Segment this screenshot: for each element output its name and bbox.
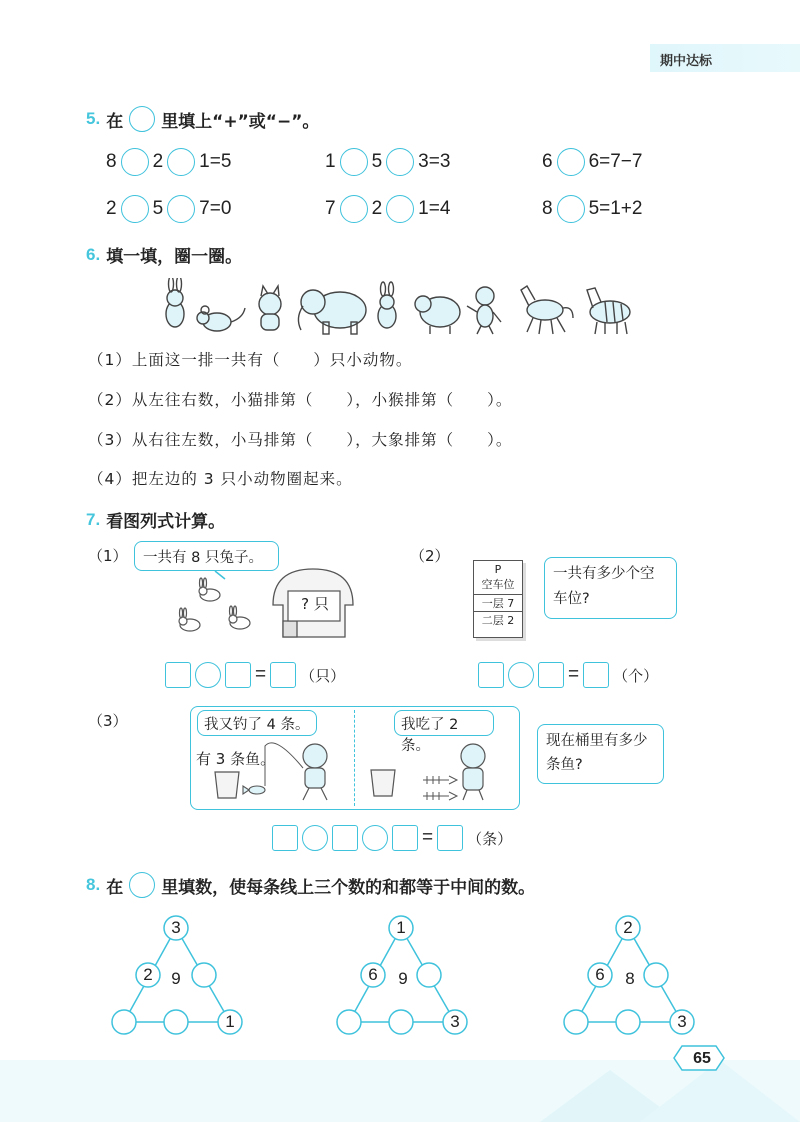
sheep-icon bbox=[415, 296, 460, 334]
q6-number: 6. bbox=[86, 244, 101, 264]
q7-p3-question-bubble: 现在桶里有多少条鱼? bbox=[537, 724, 664, 784]
page-number: 65 bbox=[693, 1050, 711, 1067]
q6-title bbox=[86, 242, 242, 267]
tri3-left: 6 bbox=[595, 965, 605, 984]
answer-box[interactable] bbox=[270, 662, 296, 688]
answer-circle[interactable] bbox=[167, 148, 195, 176]
tri1-left: 2 bbox=[143, 965, 153, 984]
answer-circle[interactable] bbox=[121, 148, 149, 176]
answer-box[interactable] bbox=[478, 662, 504, 688]
q7-p3-label: （3） bbox=[88, 712, 128, 730]
answer-circle[interactable] bbox=[121, 195, 149, 223]
answer-box[interactable] bbox=[437, 825, 463, 851]
footer-decoration bbox=[0, 1040, 800, 1122]
tri2-center: 9 bbox=[398, 969, 408, 988]
triangle-node bbox=[337, 1010, 361, 1034]
tri3-center: 8 bbox=[625, 969, 635, 988]
answer-circle[interactable] bbox=[302, 825, 328, 851]
animals-row bbox=[155, 278, 645, 338]
q7-p1-bubble: 一共有 8 只兔子。 bbox=[134, 541, 279, 571]
q8-suffix: 里填数，使每条线上三个数的和都等于中间的数。 bbox=[161, 877, 536, 898]
zebra-icon bbox=[587, 288, 630, 334]
q7-title-text: 看图列式计算。 bbox=[106, 512, 226, 532]
q8-title bbox=[86, 872, 535, 898]
answer-circle[interactable] bbox=[386, 148, 414, 176]
rabbit-icon bbox=[166, 278, 184, 327]
tri2-left: 6 bbox=[368, 965, 378, 984]
answer-circle[interactable] bbox=[340, 195, 368, 223]
q5-eq-4: 2 5 7=0 bbox=[106, 195, 231, 223]
q7-p3-right-bubble: 我吃了 2 条。 bbox=[394, 710, 494, 736]
q5-title bbox=[86, 106, 319, 132]
rabbit-icon bbox=[378, 282, 396, 328]
q6-line-1: （1）上面这一排一共有（ ）只小动物。 bbox=[88, 351, 413, 369]
triangle-node bbox=[164, 1010, 188, 1034]
answer-circle[interactable] bbox=[340, 148, 368, 176]
q7-number: 7. bbox=[86, 509, 101, 529]
answer-box[interactable] bbox=[332, 825, 358, 851]
answer-circle[interactable] bbox=[557, 148, 585, 176]
elephant-icon bbox=[298, 290, 366, 334]
fishing-scene bbox=[205, 734, 515, 806]
rabbits-house-illustration bbox=[165, 565, 385, 645]
answer-circle[interactable] bbox=[362, 825, 388, 851]
q7-p2-answer-row: = （个） bbox=[478, 662, 658, 688]
tri3-top: 2 bbox=[623, 918, 633, 937]
triangle-node bbox=[616, 1010, 640, 1034]
answer-box[interactable] bbox=[272, 825, 298, 851]
q8-sample-circle bbox=[129, 872, 155, 898]
answer-box[interactable] bbox=[538, 662, 564, 688]
q5-eq-3: 6 6=7−7 bbox=[542, 148, 642, 176]
triangle-node bbox=[564, 1010, 588, 1034]
triangle-node bbox=[417, 963, 441, 987]
answer-box[interactable] bbox=[225, 662, 251, 688]
triangle-node bbox=[644, 963, 668, 987]
q7-p2-label: （2） bbox=[410, 547, 450, 565]
q7-p1-label: （1） bbox=[88, 547, 128, 565]
cat-icon bbox=[259, 286, 281, 330]
answer-box[interactable] bbox=[392, 825, 418, 851]
bucket-icon bbox=[215, 772, 239, 798]
fish-bone-icon bbox=[423, 776, 457, 800]
q7-p1-house-text: ? 只 bbox=[301, 595, 329, 613]
triangle-node bbox=[192, 963, 216, 987]
q5-sample-circle bbox=[129, 106, 155, 132]
answer-box[interactable] bbox=[165, 662, 191, 688]
q6-line-4: （4）把左边的 3 只小动物圈起来。 bbox=[88, 470, 353, 488]
tri1-bottom-right: 1 bbox=[225, 1012, 235, 1031]
tri1-center: 9 bbox=[171, 969, 181, 988]
triangle-node bbox=[112, 1010, 136, 1034]
q5-number: 5. bbox=[86, 109, 101, 128]
answer-circle[interactable] bbox=[167, 195, 195, 223]
tri2-bottom-right: 3 bbox=[450, 1012, 460, 1031]
horse-icon bbox=[521, 286, 573, 334]
q7-p3-left-text: 有 3 条鱼。 bbox=[196, 750, 276, 768]
q7-p3-left-bubble: 我又钓了 4 条。 bbox=[197, 710, 317, 736]
parking-sign: P 空车位 一层 7 二层 2 bbox=[473, 560, 523, 638]
monkey-icon bbox=[467, 287, 501, 334]
answer-circle[interactable] bbox=[557, 195, 585, 223]
triangle-node bbox=[389, 1010, 413, 1034]
answer-box[interactable] bbox=[583, 662, 609, 688]
q6-line-3: （3）从右往左数，小马排第（ ），大象排第（ ）。 bbox=[88, 431, 513, 449]
bucket-icon bbox=[371, 770, 395, 796]
q7-p3-answer-row: = （条） bbox=[272, 825, 512, 851]
q6-title-text: 填一填，圈一圈。 bbox=[106, 247, 243, 267]
q5-eq-1: 8 2 1=5 bbox=[106, 148, 231, 176]
rabbit-icon bbox=[179, 578, 250, 631]
q5-eq-5: 7 2 1=4 bbox=[325, 195, 450, 223]
answer-circle[interactable] bbox=[195, 662, 221, 688]
q5-prefix: 在 bbox=[106, 111, 124, 132]
q8-prefix: 在 bbox=[106, 877, 124, 898]
answer-circle[interactable] bbox=[508, 662, 534, 688]
q5-eq-6: 8 5=1+2 bbox=[542, 195, 642, 223]
q6-line-2: （2）从左往右数，小猫排第（ ），小猴排第（ ）。 bbox=[88, 391, 513, 409]
tri1-top: 3 bbox=[171, 918, 181, 937]
tri2-top: 1 bbox=[396, 918, 406, 937]
q8-number: 8. bbox=[86, 875, 101, 894]
answer-circle[interactable] bbox=[386, 195, 414, 223]
fish-icon bbox=[243, 786, 265, 794]
q5-suffix: 里填上“+”或“−”。 bbox=[161, 111, 320, 132]
tri3-bottom-right: 3 bbox=[677, 1012, 687, 1031]
q7-p2-bubble: 一共有多少个空车位? bbox=[544, 557, 677, 619]
q5-eq-2: 1 5 3=3 bbox=[325, 148, 450, 176]
mouse-icon bbox=[197, 306, 245, 331]
q7-p1-answer-row: = （只） bbox=[165, 662, 345, 688]
header-title: 期中达标 bbox=[660, 54, 713, 69]
q7-title bbox=[86, 507, 225, 532]
